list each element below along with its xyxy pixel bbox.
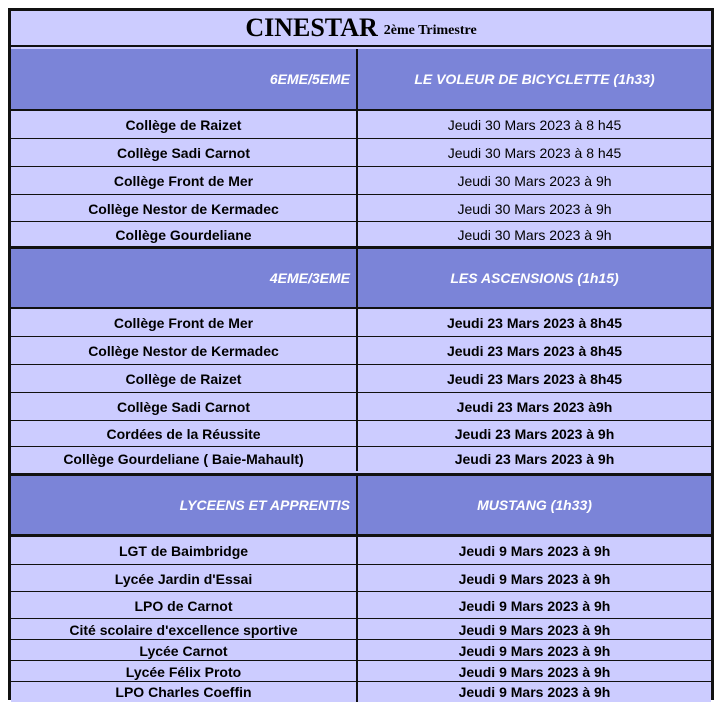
section-level-header: 4EME/3EME — [11, 249, 356, 307]
section-film-header: LES ASCENSIONS (1h15) — [358, 249, 711, 307]
section-film-header: LE VOLEUR DE BICYCLETTE (1h33) — [358, 49, 711, 109]
screening-date: Jeudi 9 Mars 2023 à 9h — [358, 619, 711, 640]
screening-date: Jeudi 9 Mars 2023 à 9h — [358, 565, 711, 592]
column-divider — [356, 447, 358, 471]
school-name: LGT de Baimbridge — [11, 537, 356, 565]
column-divider — [356, 309, 358, 337]
screening-date: Jeudi 23 Mars 2023 à 8h45 — [358, 365, 711, 393]
screening-date: Jeudi 23 Mars 2023 à9h — [358, 393, 711, 421]
school-name: LPO de Carnot — [11, 592, 356, 619]
screening-date: Jeudi 30 Mars 2023 à 9h — [358, 222, 711, 248]
column-divider — [356, 661, 358, 682]
school-name: Collège Sadi Carnot — [11, 393, 356, 421]
column-divider — [356, 476, 358, 534]
column-divider — [356, 111, 358, 139]
column-divider — [356, 592, 358, 619]
column-divider — [356, 393, 358, 421]
screening-date: Jeudi 30 Mars 2023 à 9h — [358, 195, 711, 222]
schedule-table — [8, 8, 714, 700]
column-divider — [356, 421, 358, 447]
screening-date: Jeudi 23 Mars 2023 à 8h45 — [358, 337, 711, 365]
column-divider — [356, 640, 358, 661]
school-name: LPO Charles Coeffin — [11, 682, 356, 702]
school-name: Collège de Raizet — [11, 365, 356, 393]
screening-date: Jeudi 9 Mars 2023 à 9h — [358, 537, 711, 565]
column-divider — [356, 139, 358, 167]
school-name: Collège Front de Mer — [11, 309, 356, 337]
school-name: Lycée Jardin d'Essai — [11, 565, 356, 592]
section-film-header: MUSTANG (1h33) — [358, 476, 711, 534]
section-divider — [11, 246, 711, 249]
table-title — [11, 11, 711, 47]
column-divider — [356, 565, 358, 592]
school-name: Collège Sadi Carnot — [11, 139, 356, 167]
screening-date: Jeudi 23 Mars 2023 à 9h — [358, 421, 711, 447]
screening-date: Jeudi 9 Mars 2023 à 9h — [358, 592, 711, 619]
screening-date: Jeudi 9 Mars 2023 à 9h — [358, 682, 711, 702]
section-divider — [11, 473, 711, 476]
screening-date: Jeudi 9 Mars 2023 à 9h — [358, 661, 711, 682]
school-name: Collège Nestor de Kermadec — [11, 337, 356, 365]
school-name: Collège Nestor de Kermadec — [11, 195, 356, 222]
column-divider — [356, 365, 358, 393]
screening-date: Jeudi 23 Mars 2023 à 9h — [358, 447, 711, 471]
section-level-header: LYCEENS ET APPRENTIS — [11, 476, 356, 534]
school-name: Collège Gourdeliane ( Baie-Mahault) — [11, 447, 356, 471]
school-name: Collège Gourdeliane — [11, 222, 356, 248]
school-name: Collège Front de Mer — [11, 167, 356, 195]
column-divider — [356, 222, 358, 248]
column-divider — [356, 619, 358, 640]
column-divider — [356, 682, 358, 702]
title-main: CINESTAR — [245, 13, 378, 42]
column-divider — [356, 195, 358, 222]
screening-date: Jeudi 9 Mars 2023 à 9h — [358, 640, 711, 661]
school-name: Lycée Félix Proto — [11, 661, 356, 682]
screening-date: Jeudi 30 Mars 2023 à 8 h45 — [358, 139, 711, 167]
school-name: Cordées de la Réussite — [11, 421, 356, 447]
screening-date: Jeudi 30 Mars 2023 à 8 h45 — [358, 111, 711, 139]
column-divider — [356, 167, 358, 195]
screening-date: Jeudi 23 Mars 2023 à 8h45 — [358, 309, 711, 337]
school-name: Collège de Raizet — [11, 111, 356, 139]
section-level-header: 6EME/5EME — [11, 49, 356, 109]
school-name: Lycée Carnot — [11, 640, 356, 661]
screening-date: Jeudi 30 Mars 2023 à 9h — [358, 167, 711, 195]
column-divider — [356, 337, 358, 365]
column-divider — [356, 49, 358, 109]
title-subtitle: 2ème Trimestre — [383, 23, 477, 38]
column-divider — [356, 537, 358, 565]
column-divider — [356, 249, 358, 307]
school-name: Cité scolaire d'excellence sportive — [11, 619, 356, 640]
